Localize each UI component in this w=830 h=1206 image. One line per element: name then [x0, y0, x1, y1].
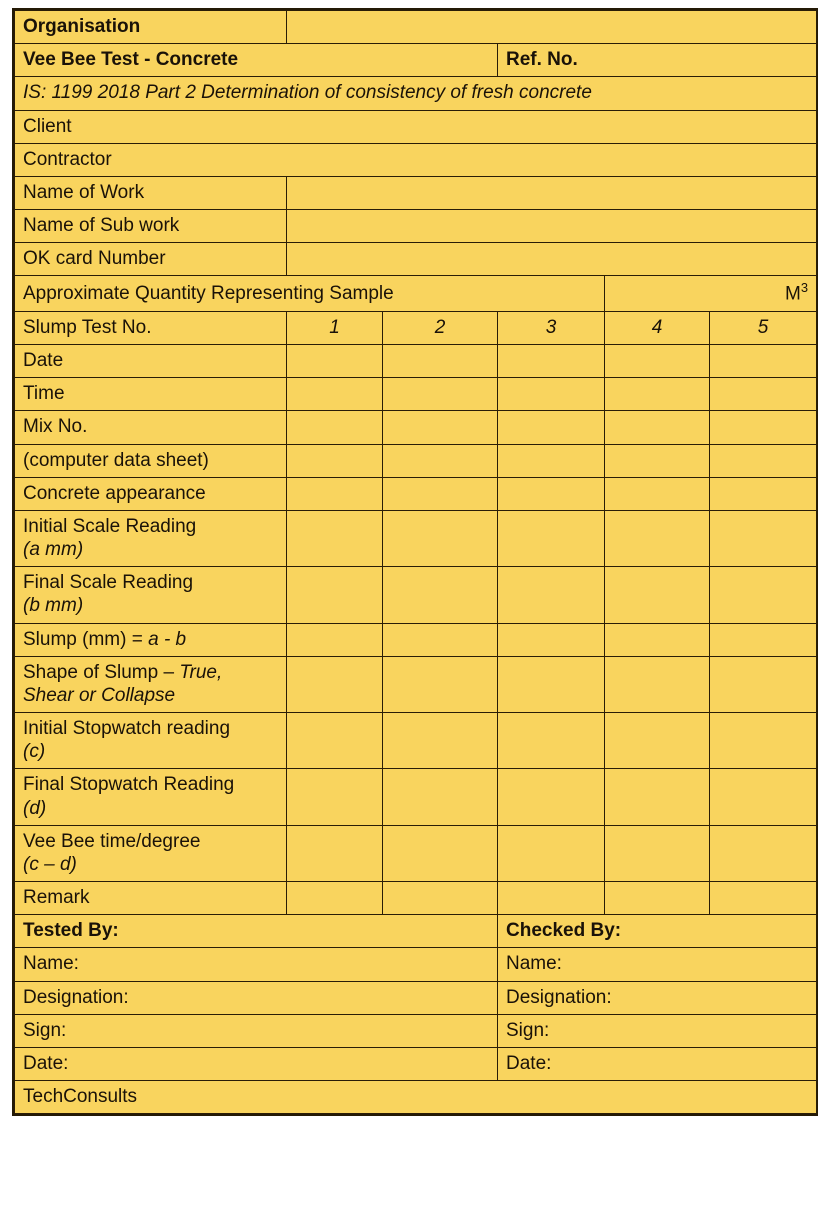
cell-concrete-appearance-5[interactable] — [710, 477, 817, 510]
table-row — [15, 477, 817, 510]
ref-no-label[interactable]: Ref. No. — [498, 44, 817, 77]
tested-by-title: Tested By: — [15, 915, 498, 948]
cell-slump-5[interactable] — [710, 623, 817, 656]
cell-date-3[interactable] — [498, 345, 605, 378]
row-label-initial-scale-reading — [15, 510, 287, 566]
info-row-name-of-work — [15, 176, 817, 209]
cell-date-4[interactable] — [605, 345, 710, 378]
cell-date-5[interactable] — [710, 345, 817, 378]
organisation-row — [15, 11, 817, 44]
cell-final-scale-reading-5[interactable] — [710, 567, 817, 623]
label-line-2: (a mm) — [23, 539, 84, 561]
row-label-final-stopwatch-reading — [15, 769, 287, 825]
test-columns-header-row — [15, 311, 817, 344]
label-emphasis: True, Shear or Collapse — [23, 661, 223, 706]
info-row-name-of-sub-work — [15, 210, 817, 243]
cell-remark-1[interactable] — [287, 882, 383, 915]
cell-slump-3[interactable] — [498, 623, 605, 656]
cell-slump-1[interactable] — [287, 623, 383, 656]
cell-time-1[interactable] — [287, 378, 383, 411]
tested-by-name-field[interactable]: Name: — [15, 948, 498, 981]
cell-initial-stopwatch-4[interactable] — [605, 713, 710, 769]
approximate-quantity-value[interactable] — [605, 276, 817, 312]
cell-initial-scale-reading-1[interactable] — [287, 510, 383, 566]
label-line-1: Vee Bee time/degree — [23, 830, 201, 852]
table-row — [15, 882, 817, 915]
cell-concrete-appearance-4[interactable] — [605, 477, 710, 510]
cell-shape-of-slump-2[interactable] — [383, 656, 498, 712]
checked-by-name-field[interactable]: Name: — [498, 948, 817, 981]
label-prefix: Shape of Slump – — [23, 661, 180, 683]
cell-computer-data-sheet-5[interactable] — [710, 444, 817, 477]
vee-bee-test-form — [14, 10, 817, 1114]
table-row — [15, 378, 817, 411]
approximate-quantity-row — [15, 276, 817, 312]
cell-initial-scale-reading-3[interactable] — [498, 510, 605, 566]
table-row — [15, 510, 817, 566]
cell-vee-bee-time-4[interactable] — [605, 825, 710, 881]
cell-mix-no-4[interactable] — [605, 411, 710, 444]
row-label-initial-stopwatch-reading — [15, 713, 287, 769]
checked-by-date-field[interactable]: Date: — [498, 1048, 817, 1081]
tested-by-designation-field[interactable]: Designation: — [15, 981, 498, 1014]
tested-by-date-field[interactable]: Date: — [15, 1048, 498, 1081]
cell-time-4[interactable] — [605, 378, 710, 411]
name-of-sub-work-label: Name of Sub work — [15, 210, 287, 243]
cell-remark-2[interactable] — [383, 882, 498, 915]
label-line-1: Final Stopwatch Reading — [23, 774, 235, 796]
cell-final-stopwatch-2[interactable] — [383, 769, 498, 825]
standard-row — [15, 77, 817, 110]
checked-by-sign-field[interactable]: Sign: — [498, 1014, 817, 1047]
cell-final-scale-reading-3[interactable] — [498, 567, 605, 623]
tested-by-sign-field[interactable]: Sign: — [15, 1014, 498, 1047]
table-row — [15, 769, 817, 825]
row-label-slump — [15, 623, 287, 656]
cell-vee-bee-time-5[interactable] — [710, 825, 817, 881]
label-emphasis: a - b — [148, 628, 187, 650]
cell-slump-2[interactable] — [383, 623, 498, 656]
row-label-time: Time — [15, 378, 287, 411]
checked-by-designation-field[interactable]: Designation: — [498, 981, 817, 1014]
label-line-2: (c) — [23, 741, 46, 763]
title-row — [15, 44, 817, 77]
quantity-unit-superscript: 3 — [800, 280, 809, 296]
row-label-computer-data-sheet: (computer data sheet) — [15, 444, 287, 477]
standard-reference: IS: 1199 2018 Part 2 Determination of consistency of fresh concrete — [15, 77, 817, 110]
cell-concrete-appearance-1[interactable] — [287, 477, 383, 510]
label-line-2: (c – d) — [23, 853, 77, 875]
cell-slump-4[interactable] — [605, 623, 710, 656]
table-row — [15, 825, 817, 881]
signoff-row-name — [15, 948, 817, 981]
cell-remark-5[interactable] — [710, 882, 817, 915]
footer-brand: TechConsults — [15, 1081, 817, 1114]
cell-mix-no-5[interactable] — [710, 411, 817, 444]
cell-vee-bee-time-2[interactable] — [383, 825, 498, 881]
row-label-final-scale-reading — [15, 567, 287, 623]
cell-mix-no-1[interactable] — [287, 411, 383, 444]
column-header-2: 2 — [383, 311, 498, 344]
label-line-1: Final Scale Reading — [23, 572, 194, 594]
cell-vee-bee-time-1[interactable] — [287, 825, 383, 881]
cell-computer-data-sheet-3[interactable] — [498, 444, 605, 477]
name-of-work-label: Name of Work — [15, 176, 287, 209]
signoff-row-sign — [15, 1014, 817, 1047]
cell-date-1[interactable] — [287, 345, 383, 378]
cell-shape-of-slump-5[interactable] — [710, 656, 817, 712]
info-row-ok-card-number — [15, 243, 817, 276]
cell-shape-of-slump-4[interactable] — [605, 656, 710, 712]
cell-remark-3[interactable] — [498, 882, 605, 915]
form-sheet — [12, 8, 818, 1116]
row-label-vee-bee-time-degree — [15, 825, 287, 881]
cell-mix-no-2[interactable] — [383, 411, 498, 444]
column-header-4: 4 — [605, 311, 710, 344]
cell-initial-stopwatch-2[interactable] — [383, 713, 498, 769]
quantity-unit: M — [785, 283, 801, 305]
label-line-2: (d) — [23, 797, 47, 819]
organisation-label: Organisation — [15, 11, 287, 44]
info-row-client — [15, 110, 817, 143]
label-line-1: Initial Scale Reading — [23, 515, 197, 537]
page-title: Vee Bee Test - Concrete — [15, 44, 498, 77]
cell-initial-scale-reading-2[interactable] — [383, 510, 498, 566]
info-row-contractor — [15, 143, 817, 176]
table-row — [15, 713, 817, 769]
cell-final-stopwatch-5[interactable] — [710, 769, 817, 825]
cell-initial-stopwatch-5[interactable] — [710, 713, 817, 769]
cell-final-scale-reading-4[interactable] — [605, 567, 710, 623]
cell-final-scale-reading-2[interactable] — [383, 567, 498, 623]
name-of-work-value[interactable] — [287, 176, 817, 209]
row-label-shape-of-slump — [15, 656, 287, 712]
cell-initial-stopwatch-1[interactable] — [287, 713, 383, 769]
table-row — [15, 345, 817, 378]
cell-initial-scale-reading-5[interactable] — [710, 510, 817, 566]
cell-time-2[interactable] — [383, 378, 498, 411]
column-header-5: 5 — [710, 311, 817, 344]
row-label-date: Date — [15, 345, 287, 378]
row-label-concrete-appearance: Concrete appearance — [15, 477, 287, 510]
ok-card-number-value[interactable] — [287, 243, 817, 276]
cell-computer-data-sheet-2[interactable] — [383, 444, 498, 477]
cell-shape-of-slump-1[interactable] — [287, 656, 383, 712]
slump-test-no-label: Slump Test No. — [15, 311, 287, 344]
table-row — [15, 623, 817, 656]
table-row — [15, 411, 817, 444]
signoff-row-date — [15, 1048, 817, 1081]
cell-remark-4[interactable] — [605, 882, 710, 915]
cell-initial-scale-reading-4[interactable] — [605, 510, 710, 566]
cell-date-2[interactable] — [383, 345, 498, 378]
client-label[interactable]: Client — [15, 110, 817, 143]
cell-final-stopwatch-1[interactable] — [287, 769, 383, 825]
label-line-2: (b mm) — [23, 595, 84, 617]
organisation-value[interactable] — [287, 11, 817, 44]
cell-vee-bee-time-3[interactable] — [498, 825, 605, 881]
cell-final-stopwatch-4[interactable] — [605, 769, 710, 825]
row-label-remark: Remark — [15, 882, 287, 915]
cell-final-stopwatch-3[interactable] — [498, 769, 605, 825]
cell-initial-stopwatch-3[interactable] — [498, 713, 605, 769]
label-line-1: Initial Stopwatch reading — [23, 718, 231, 740]
cell-final-scale-reading-1[interactable] — [287, 567, 383, 623]
cell-concrete-appearance-2[interactable] — [383, 477, 498, 510]
table-row — [15, 567, 817, 623]
signoff-row-designation — [15, 981, 817, 1014]
row-label-mix-no: Mix No. — [15, 411, 287, 444]
label-prefix: Slump (mm) = — [23, 628, 149, 650]
cell-computer-data-sheet-1[interactable] — [287, 444, 383, 477]
column-header-3: 3 — [498, 311, 605, 344]
checked-by-title: Checked By: — [498, 915, 817, 948]
footer-row — [15, 1081, 817, 1114]
contractor-label[interactable]: Contractor — [15, 143, 817, 176]
ok-card-number-label: OK card Number — [15, 243, 287, 276]
approximate-quantity-label: Approximate Quantity Representing Sample — [15, 276, 605, 312]
table-row — [15, 656, 817, 712]
cell-concrete-appearance-3[interactable] — [498, 477, 605, 510]
cell-time-5[interactable] — [710, 378, 817, 411]
name-of-sub-work-value[interactable] — [287, 210, 817, 243]
signoff-header-row — [15, 915, 817, 948]
cell-mix-no-3[interactable] — [498, 411, 605, 444]
cell-time-3[interactable] — [498, 378, 605, 411]
cell-computer-data-sheet-4[interactable] — [605, 444, 710, 477]
column-header-1: 1 — [287, 311, 383, 344]
table-row — [15, 444, 817, 477]
cell-shape-of-slump-3[interactable] — [498, 656, 605, 712]
